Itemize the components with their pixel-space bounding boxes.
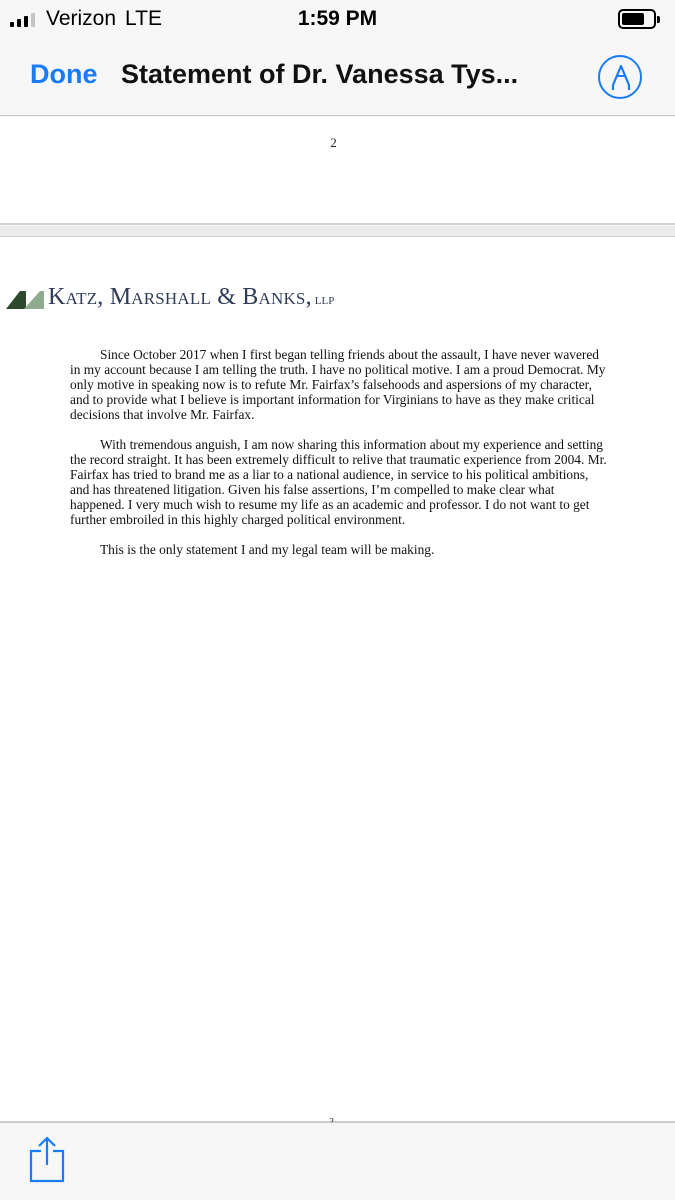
firm-suffix: LLP <box>314 295 335 307</box>
markup-button[interactable] <box>598 55 642 99</box>
navigation-bar <box>0 40 675 116</box>
paragraph: Since October 2017 when I first began telling friends about the assault, I have never wavered in my account because I am telling the truth. I have no political motive. I am a proud Democrat. My only motive in speaking now is to refute Mr. Fairfax’s falsehoods and aspersions of my character, and to provide what I believe is important information for Virginians to have as they make critical decisions that involve Mr. Fairfax. <box>70 347 606 422</box>
status-time: 1:59 PM <box>297 7 378 30</box>
firm-logo <box>6 287 44 309</box>
status-bar <box>0 0 675 40</box>
network-type: LTE <box>125 7 162 30</box>
done-button[interactable]: Done <box>30 59 98 89</box>
firm-name: Katz, Marshall & Banks, <box>48 284 312 310</box>
bottom-toolbar <box>0 1122 675 1200</box>
share-button[interactable] <box>28 1135 66 1185</box>
paragraph: With tremendous anguish, I am now sharing this information about my experience and setting the record straight. It has been extremely difficult to relive that traumatic experience from 2004. Mr. Fairfax has tried to brand me as a liar to a national audience, in service to his political ambitions, and has threatened litigation. Given his false assertions, I’m compelled to make clear what happened. I very much wish to resume my life as an academic and professor. I do not want to get further embroiled in this highly charged political environment. <box>70 437 607 527</box>
battery-icon <box>618 9 656 29</box>
letterhead <box>6 281 334 309</box>
carrier-name: Verizon <box>46 7 117 30</box>
pdf-page-2 <box>0 117 675 225</box>
markup-pen-icon <box>608 63 634 93</box>
share-icon <box>28 1135 66 1185</box>
statement-body <box>70 347 610 572</box>
page-number: 2 <box>330 135 337 150</box>
paragraph: This is the only statement I and my legal team will be making. <box>100 542 435 557</box>
document-title: Statement of Dr. Vanessa Tys... <box>121 59 519 89</box>
page-separator <box>0 226 675 236</box>
pdf-page-3 <box>0 236 675 1121</box>
